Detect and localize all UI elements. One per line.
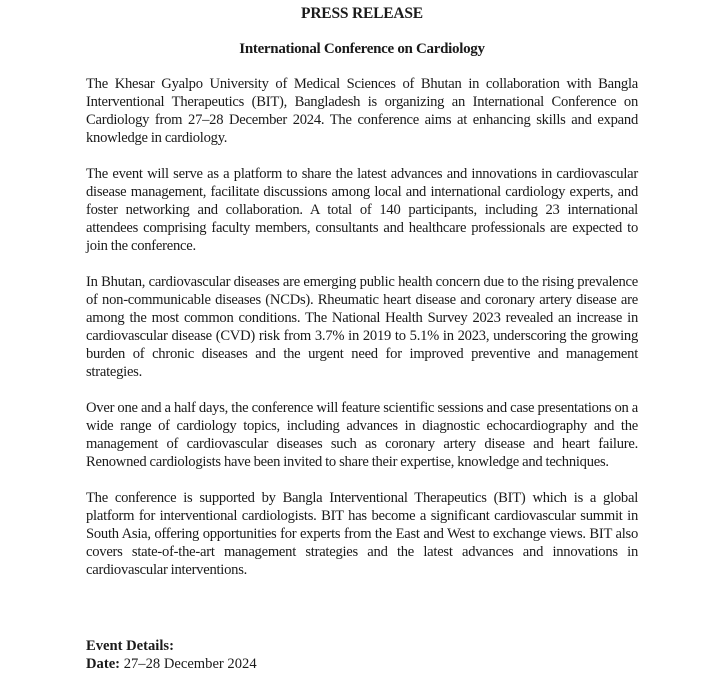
event-date-line: [86, 655, 638, 673]
event-details-heading: Event Details:: [86, 638, 174, 654]
event-details: [86, 637, 638, 673]
paragraph-introduction: The Khesar Gyalpo University of Medical Sciences of Bhutan in collaboration with Bangla Interventional Therapeutics (BIT), Bangladesh is organizing an International Conference on Cardiology from 27–28 December 2024. The conference aims at enhancing skills and expand knowledge in cardiology.: [86, 76, 638, 146]
paragraph-conference-program: Over one and a half days, the conference will feature scientific sessions and case presentations on a wide range of cardiology topics, including advances in diagnostic echocardiography and the management of cardiovascular diseases such as coronary artery disease and heart failure. Renowned cardiologists have been invited to share their expertise, knowledge and techniques.: [86, 400, 638, 470]
paragraph-event-purpose: The event will serve as a platform to share the latest advances and innovations in cardiovascular disease management, facilitate discussions among local and international cardiology experts, and foster networking and collaboration. A total of 140 participants, including 23 international attendees comprising faculty members, consultants and healthcare professionals are expected to join the conference.: [86, 166, 638, 254]
document-body: [86, 75, 638, 597]
event-date-label: Date:: [86, 656, 121, 672]
paragraph-bit-support: The conference is supported by Bangla Interventional Therapeutics (BIT) which is a global platform for interventional cardiologists. BIT has become a significant cardiovascular summit in South Asia, offering opportunities for experts from the East and West to exchange views. BIT also covers state-of-the-art management strategies and the latest advances and innovations in cardiovascular interventions.: [86, 490, 638, 578]
document-subtitle: International Conference on Cardiology: [239, 41, 485, 57]
event-date-value: 27–28 December 2024: [120, 656, 257, 672]
paragraph-bhutan-context: In Bhutan, cardiovascular diseases are emerging public health concern due to the rising prevalence of non-communicable diseases (NCDs). Rheumatic heart disease and coronary artery disease are among the most common conditions. The National Health Survey 2023 revealed an increase in cardiovascular disease (CVD) risk from 3.7% in 2019 to 5.1% in 2023, underscoring the growing burden of chronic diseases and the urgent need for improved preventive and management strategies.: [86, 274, 638, 380]
document-title: PRESS RELEASE: [301, 5, 423, 22]
